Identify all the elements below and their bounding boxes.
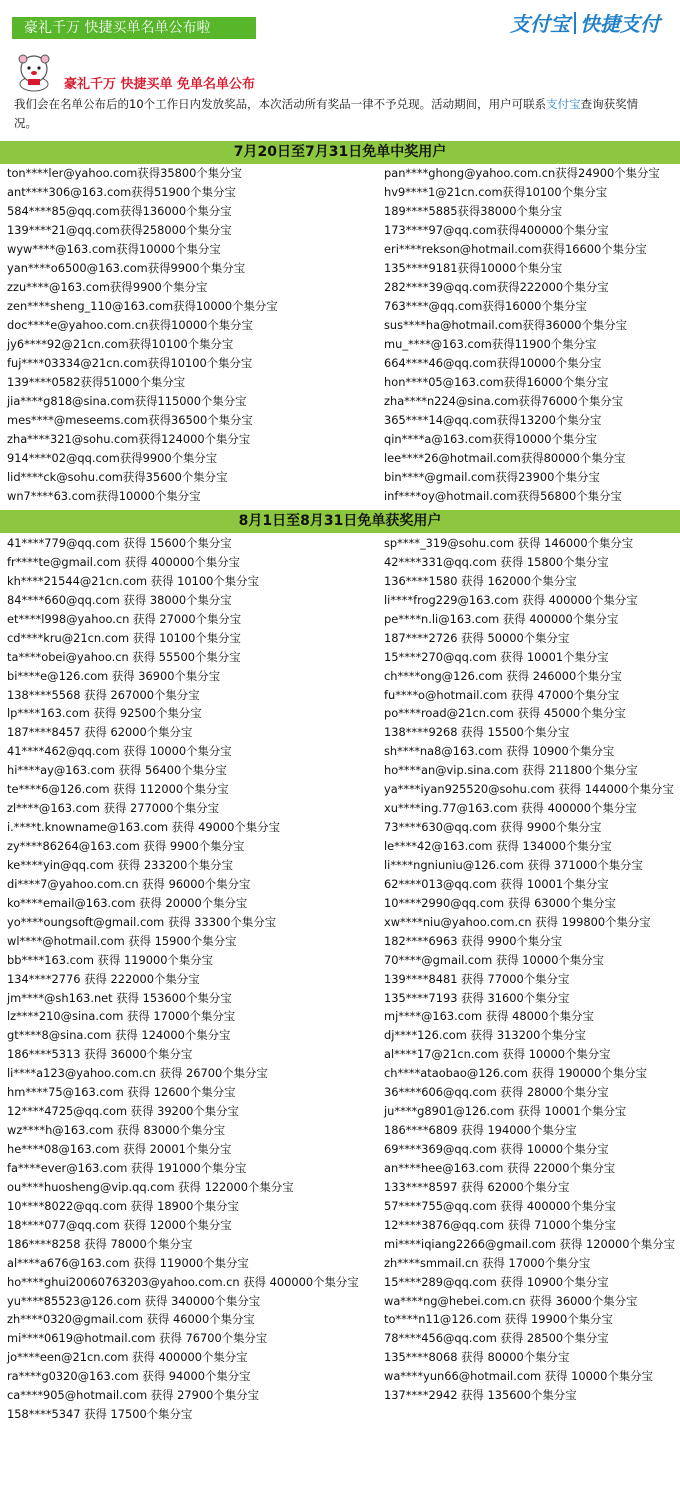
winner-entry-right: lee****26@hotmail.com获得80000个集分宝	[384, 451, 626, 465]
winner-entry-right: 135****8068 获得 80000个集分宝	[384, 1350, 570, 1365]
winner-entry-right: 36****606@qq.com 获得 28000个集分宝	[384, 1085, 609, 1100]
winner-entry-right: po****road@21cn.com 获得 45000个集分宝	[384, 706, 626, 721]
winner-entry-left: 41****779@qq.com 获得 15600个集分宝	[7, 536, 232, 550]
winner-entry-right: ju****g8901@126.com 获得 10001个集分宝	[384, 1104, 627, 1119]
winner-entry-left: 186****8258 获得 78000个集分宝	[7, 1236, 193, 1251]
winner-row	[0, 1045, 680, 1064]
winner-entry-right: xu****ing.77@163.com 获得 400000个集分宝	[384, 801, 637, 816]
winner-row	[0, 667, 680, 686]
winner-row	[0, 780, 680, 799]
winner-entry-left: zl****@163.com 获得 277000个集分宝	[7, 801, 220, 816]
winner-row	[0, 610, 680, 629]
winner-row	[0, 1083, 680, 1102]
winner-entry-right: 137****2942 获得 135600个集分宝	[384, 1388, 577, 1403]
winner-row	[0, 1197, 680, 1216]
winner-row	[0, 335, 680, 354]
winner-entry-left: 10****8022@qq.com 获得 18900个集分宝	[7, 1198, 239, 1213]
winner-entry-left: fa****ever@163.com 获得 191000个集分宝	[7, 1160, 247, 1175]
winner-entry-right: to****n11@126.com 获得 19900个集分宝	[384, 1312, 613, 1327]
section2-title: 8月1日至8月31日免单获奖用户	[238, 513, 442, 529]
winner-entry-right: 69****369@qq.com 获得 10000个集分宝	[384, 1142, 609, 1156]
winner-row	[0, 1026, 680, 1045]
winner-entry-left: ko****email@163.com 获得 20000个集分宝	[7, 895, 248, 910]
winner-entry-right: mj****@163.com 获得 48000个集分宝	[384, 1009, 594, 1024]
winner-row	[0, 723, 680, 742]
winner-row	[0, 1007, 680, 1026]
winner-entry-left: wz****h@163.com 获得 83000个集分宝	[7, 1123, 226, 1138]
winner-entry-left: 138****5568 获得 267000个集分宝	[7, 687, 200, 702]
winner-row	[0, 932, 680, 951]
winner-entry-left: he****08@163.com 获得 20001个集分宝	[7, 1142, 232, 1156]
winner-row	[0, 1273, 680, 1292]
winner-entry-left: lid****ck@sohu.com获得35600个集分宝	[7, 470, 228, 484]
winner-entry-left: 134****2776 获得 222000个集分宝	[7, 971, 200, 986]
winner-entry-right: fu****o@hotmail.com 获得 47000个集分宝	[384, 687, 620, 702]
winner-entry-right: sp****_319@sohu.com 获得 146000个集分宝	[384, 536, 634, 550]
winner-entry-right: pan****ghong@yahoo.com.cn获得24900个集分宝	[384, 166, 660, 180]
winner-row	[0, 411, 680, 430]
winner-row	[0, 1329, 680, 1348]
winner-entry-left: yan****o6500@163.com获得9900个集分宝	[7, 261, 246, 275]
winner-entry-right: zh****smmail.cn 获得 17000个集分宝	[384, 1255, 591, 1270]
intro-text-before: 我们会在名单公布后的10个工作日内发放奖品，本次活动所有奖品一律不予兑现。活动期间，用户可联系	[14, 97, 547, 111]
winner-entry-left: ke****yin@qq.com 获得 233200个集分宝	[7, 857, 233, 872]
winner-row	[0, 259, 680, 278]
winner-entry-right: 365****14@qq.com获得13200个集分宝	[384, 413, 602, 427]
winner-row	[0, 572, 680, 591]
winner-row	[0, 392, 680, 411]
winner-entry-left: 41****462@qq.com 获得 10000个集分宝	[7, 744, 232, 759]
winner-entry-right: ho****an@vip.sina.com 获得 211800个集分宝	[384, 763, 638, 778]
winner-entry-left: ou****huosheng@vip.qq.com 获得 122000个集分宝	[7, 1179, 294, 1194]
winner-entry-left: 139****0582获得51000个集分宝	[7, 375, 186, 389]
winner-row	[0, 430, 680, 449]
winner-entry-right: 10****2990@qq.com 获得 63000个集分宝	[384, 895, 616, 910]
winner-entry-left: zy****86264@163.com 获得 9900个集分宝	[7, 839, 245, 853]
logo-divider	[574, 12, 576, 34]
section2-winner-list	[0, 534, 680, 1424]
winner-entry-left: bi****e@126.com 获得 36900个集分宝	[7, 668, 221, 683]
section1-header	[0, 141, 680, 164]
winner-entry-right: 135****7193 获得 31600个集分宝	[384, 990, 570, 1005]
winner-row	[0, 1216, 680, 1235]
winner-row	[0, 202, 680, 221]
winner-row	[0, 1386, 680, 1405]
winner-entry-right: zha****n224@sina.com获得76000个集分宝	[384, 394, 624, 408]
winner-entry-right: le****42@163.com 获得 134000个集分宝	[384, 839, 612, 853]
winner-entry-left: 186****5313 获得 36000个集分宝	[7, 1047, 193, 1062]
logo-alipay: 支付宝	[510, 12, 570, 36]
winner-entry-right: sus****ha@hotmail.com获得36000个集分宝	[384, 318, 628, 332]
winner-row	[0, 913, 680, 932]
winner-entry-left: yu****85523@126.com 获得 340000个集分宝	[7, 1293, 261, 1308]
winner-entry-left: fr****te@gmail.com 获得 400000个集分宝	[7, 554, 240, 569]
winner-row	[0, 1064, 680, 1083]
winner-entry-left: li****a123@yahoo.com.cn 获得 26700个集分宝	[7, 1066, 268, 1081]
winner-entry-right: 139****8481 获得 77000个集分宝	[384, 971, 570, 986]
winner-row	[0, 297, 680, 316]
section1-winner-list	[0, 164, 680, 506]
winner-entry-right: 15****289@qq.com 获得 10900个集分宝	[384, 1274, 609, 1289]
winner-row	[0, 989, 680, 1008]
winner-entry-right: li****ngniuniu@126.com 获得 371000个集分宝	[384, 857, 643, 872]
winner-entry-right: 78****456@qq.com 获得 28500个集分宝	[384, 1331, 609, 1346]
winner-entry-left: 18****077@qq.com 获得 12000个集分宝	[7, 1217, 232, 1232]
winner-entry-right: wa****yun66@hotmail.com 获得 10000个集分宝	[384, 1369, 653, 1384]
winner-entry-right: hon****05@163.com获得16000个集分宝	[384, 375, 609, 389]
winner-row	[0, 449, 680, 468]
winner-row	[0, 354, 680, 373]
section1-title: 7月20日至7月31日免单中奖用户	[233, 144, 447, 160]
winner-entry-left: cd****kru@21cn.com 获得 10100个集分宝	[7, 630, 241, 645]
alipay-logo[interactable]	[510, 8, 660, 38]
winner-entry-right: dj****126.com 获得 313200个集分宝	[384, 1028, 586, 1043]
winner-entry-left: i.****t.knowname@163.com 获得 49000个集分宝	[7, 820, 280, 835]
winner-entry-right: inf****oy@hotmail.com获得56800个集分宝	[384, 489, 622, 503]
winner-entry-right: mi****iqiang2266@gmail.com 获得 120000个集分宝	[384, 1236, 676, 1251]
banner-title: 豪礼千万 快捷买单名单公布啦	[24, 20, 211, 36]
winner-row	[0, 468, 680, 487]
winner-row	[0, 183, 680, 202]
winner-entry-right: 57****755@qq.com 获得 400000个集分宝	[384, 1198, 616, 1213]
winner-entry-right: 664****46@qq.com获得10000个集分宝	[384, 356, 602, 370]
winner-entry-left: lp****163.com 获得 92500个集分宝	[7, 706, 202, 721]
winner-entry-left: 139****21@qq.com获得258000个集分宝	[7, 223, 232, 237]
winner-row	[0, 1292, 680, 1311]
winner-entry-left: 84****660@qq.com 获得 38000个集分宝	[7, 592, 232, 607]
winner-row	[0, 221, 680, 240]
winner-entry-right: 73****630@qq.com 获得 9900个集分宝	[384, 820, 602, 835]
winner-row	[0, 799, 680, 818]
winner-entry-right: hv9****1@21cn.com获得10100个集分宝	[384, 185, 608, 199]
winner-entry-left: gt****8@sina.com 获得 124000个集分宝	[7, 1028, 231, 1043]
winner-entry-right: mu_****@163.com获得11900个集分宝	[384, 337, 597, 351]
winner-row	[0, 1159, 680, 1178]
winner-row	[0, 240, 680, 259]
winner-entry-left: doc****e@yahoo.com.cn获得10000个集分宝	[7, 318, 253, 332]
winner-entry-right: 15****270@qq.com 获得 10001个集分宝	[384, 649, 609, 664]
winner-entry-right: qin****a@163.com获得10000个集分宝	[384, 432, 598, 446]
winner-entry-left: lz****210@sina.com 获得 17000个集分宝	[7, 1009, 236, 1024]
winner-entry-left: zh****0320@gmail.com 获得 46000个集分宝	[7, 1312, 255, 1327]
winner-entry-right: eri****rekson@hotmail.com获得16600个集分宝	[384, 242, 647, 256]
winner-entry-left: kh****21544@21cn.com 获得 10100个集分宝	[7, 573, 259, 588]
winner-row	[0, 1367, 680, 1386]
winner-entry-left: jm****@sh163.net 获得 153600个集分宝	[7, 990, 232, 1005]
winner-entry-right: 763****@qq.com获得16000个集分宝	[384, 299, 587, 313]
winner-row	[0, 487, 680, 506]
winner-entry-left: wn7****63.com获得10000个集分宝	[7, 489, 201, 503]
winner-row	[0, 1348, 680, 1367]
winner-entry-left: zzu****@163.com获得9900个集分宝	[7, 280, 208, 294]
winner-row	[0, 686, 680, 705]
winner-entry-left: di****7@yahoo.com.cn 获得 96000个集分宝	[7, 876, 251, 891]
winner-row	[0, 761, 680, 780]
winner-row	[0, 316, 680, 335]
winner-entry-left: ton****ler@yahoo.com获得35800个集分宝	[7, 166, 242, 180]
winner-entry-left: yo****oungsoft@gmail.com 获得 33300个集分宝	[7, 914, 277, 929]
winner-row	[0, 278, 680, 297]
winner-entry-left: ho****ghui20060763203@yahoo.com.cn 获得 400000个集分宝	[7, 1274, 359, 1289]
winner-entry-right: wa****ng@hebei.com.cn 获得 36000个集分宝	[384, 1293, 638, 1308]
winner-entry-right: 186****6809 获得 194000个集分宝	[384, 1123, 577, 1138]
winner-entry-right: 182****6963 获得 9900个集分宝	[384, 933, 563, 948]
winner-row	[0, 1121, 680, 1140]
winner-row	[0, 856, 680, 875]
winner-entry-left: 914****02@qq.com获得9900个集分宝	[7, 451, 218, 465]
winner-entry-left: bb****163.com 获得 119000个集分宝	[7, 952, 213, 967]
winner-entry-right: pe****n.li@163.com 获得 400000个集分宝	[384, 611, 619, 626]
winner-row	[0, 818, 680, 837]
winner-entry-left: jy6****92@21cn.com获得10100个集分宝	[7, 337, 234, 351]
winner-entry-right: bin****@gmail.com获得23900个集分宝	[384, 470, 600, 484]
intro-text	[14, 95, 654, 133]
winner-row	[0, 629, 680, 648]
winner-entry-left: te****6@126.com 获得 112000个集分宝	[7, 782, 229, 797]
winner-entry-right: xw****niu@yahoo.com.cn 获得 199800个集分宝	[384, 914, 651, 929]
winner-row	[0, 1254, 680, 1273]
winner-entry-left: hi****ay@163.com 获得 56400个集分宝	[7, 763, 227, 778]
winner-entry-right: ch****ataobao@126.com 获得 190000个集分宝	[384, 1066, 647, 1081]
winner-entry-right: 135****9181获得10000个集分宝	[384, 261, 563, 275]
winner-entry-left: ca****905@hotmail.com 获得 27900个集分宝	[7, 1388, 259, 1403]
winner-row	[0, 373, 680, 392]
winner-entry-left: fuj****03334@21cn.com获得10100个集分宝	[7, 356, 253, 370]
banner	[12, 17, 256, 39]
winner-row	[0, 164, 680, 183]
winner-row	[0, 894, 680, 913]
winner-entry-right: 173****97@qq.com获得400000个集分宝	[384, 223, 609, 237]
winner-entry-right: 187****2726 获得 50000个集分宝	[384, 630, 570, 645]
winner-entry-right: an****hee@163.com 获得 22000个集分宝	[384, 1160, 616, 1175]
winner-row	[0, 704, 680, 723]
winner-entry-left: et****l998@yahoo.cn 获得 27000个集分宝	[7, 611, 242, 626]
winner-entry-left: hm****75@163.com 获得 12600个集分宝	[7, 1085, 236, 1100]
winner-row	[0, 1140, 680, 1159]
mascot-icon	[14, 52, 54, 92]
winner-entry-right: 138****9268 获得 15500个集分宝	[384, 725, 570, 740]
winner-row	[0, 591, 680, 610]
winner-row	[0, 1310, 680, 1329]
winner-entry-left: mes****@meseems.com获得36500个集分宝	[7, 413, 253, 427]
winner-entry-right: 70****@gmail.com 获得 10000个集分宝	[384, 952, 605, 967]
intro-text-after: 查询获奖情况。	[14, 97, 639, 130]
winner-row	[0, 1178, 680, 1197]
winner-row	[0, 951, 680, 970]
winner-entry-right: ch****ong@126.com 获得 246000个集分宝	[384, 668, 622, 683]
winner-row	[0, 1235, 680, 1254]
winner-entry-right: 136****1580 获得 162000个集分宝	[384, 573, 577, 588]
winner-row	[0, 837, 680, 856]
winner-entry-left: al****a676@163.com 获得 119000个集分宝	[7, 1255, 249, 1270]
winner-row	[0, 553, 680, 572]
winner-entry-left: jo****een@21cn.com 获得 400000个集分宝	[7, 1350, 248, 1365]
winner-row	[0, 875, 680, 894]
winner-entry-right: 62****013@qq.com 获得 10001个集分宝	[384, 876, 609, 891]
winner-entry-left: wl****@hotmail.com 获得 15900个集分宝	[7, 933, 237, 948]
logo-quickpay: 快捷支付	[580, 12, 660, 36]
winner-entry-right: sh****na8@163.com 获得 10900个集分宝	[384, 744, 615, 759]
winner-entry-left: zen****sheng_110@163.com获得10000个集分宝	[7, 299, 278, 313]
intro-subtitle: 豪礼千万 快捷买单 免单名单公布	[64, 77, 256, 92]
winner-entry-left: 584****85@qq.com获得136000个集分宝	[7, 204, 232, 218]
winner-entry-right: 282****39@qq.com获得222000个集分宝	[384, 280, 609, 294]
winner-row	[0, 648, 680, 667]
winner-entry-left: ant****306@163.com获得51900个集分宝	[7, 185, 236, 199]
winner-row	[0, 970, 680, 989]
winner-row	[0, 1405, 680, 1424]
alipay-link[interactable]: 支付宝	[546, 97, 581, 111]
winner-entry-left: wyw****@163.com获得10000个集分宝	[7, 242, 221, 256]
winner-entry-left: ra****g0320@163.com 获得 94000个集分宝	[7, 1369, 251, 1384]
winner-row	[0, 742, 680, 761]
winner-entry-left: zha****321@sohu.com获得124000个集分宝	[7, 432, 251, 446]
winner-entry-right: al****17@21cn.com 获得 10000个集分宝	[384, 1047, 611, 1062]
winner-entry-right: 189****5885获得38000个集分宝	[384, 204, 563, 218]
winner-entry-left: 158****5347 获得 17500个集分宝	[7, 1407, 193, 1422]
section2-header	[0, 510, 680, 533]
winner-entry-left: ta****obei@yahoo.cn 获得 55500个集分宝	[7, 649, 241, 664]
winner-entry-left: 187****8457 获得 62000个集分宝	[7, 725, 193, 740]
winner-entry-right: li****frog229@163.com 获得 400000个集分宝	[384, 592, 638, 607]
winner-row	[0, 534, 680, 553]
winner-entry-left: 12****4725@qq.com 获得 39200个集分宝	[7, 1104, 239, 1119]
winner-entry-left: mi****0619@hotmail.com 获得 76700个集分宝	[7, 1331, 268, 1346]
winner-entry-right: 12****3876@qq.com 获得 71000个集分宝	[384, 1217, 616, 1232]
winner-row	[0, 1102, 680, 1121]
winner-entry-right: 133****8597 获得 62000个集分宝	[384, 1179, 570, 1194]
winner-entry-left: jia****g818@sina.com获得115000个集分宝	[7, 394, 247, 408]
winner-entry-right: ya****iyan925520@sohu.com 获得 144000个集分宝	[384, 782, 674, 797]
winner-entry-right: 42****331@qq.com 获得 15800个集分宝	[384, 554, 609, 569]
